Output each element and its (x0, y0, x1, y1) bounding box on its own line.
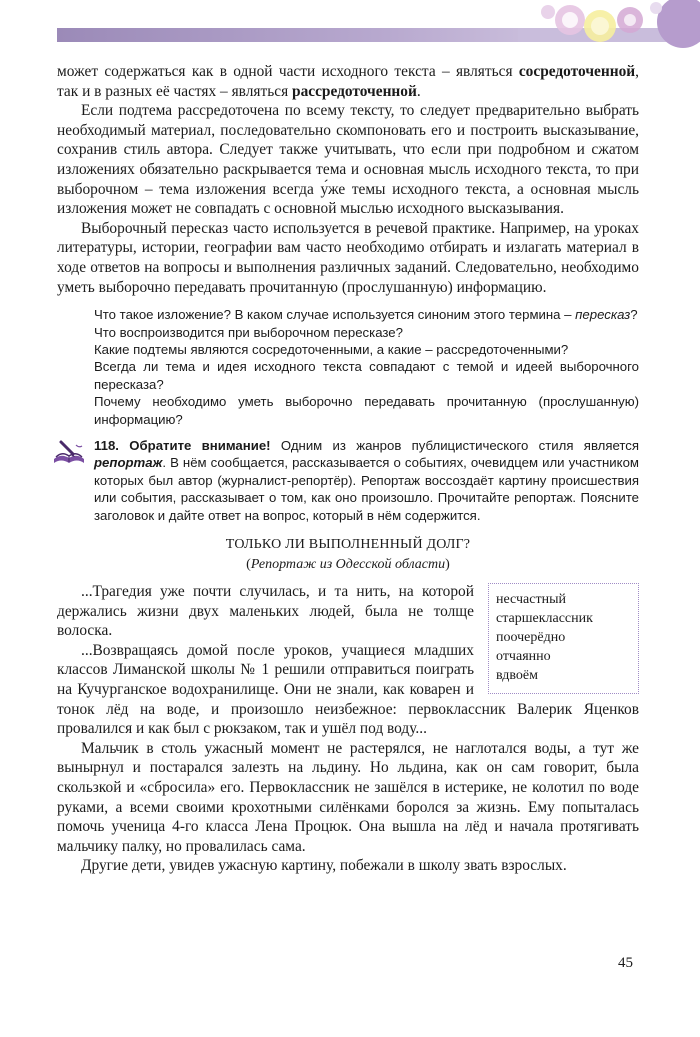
vocab-word: вдвоём (496, 668, 538, 683)
intro-paragraph-2: Если подтема рассредоточена по всему тексту, то следует предварительно выбрать необходимый материал, последовательно скомпоновать его и построить высказывание, сохранив стиль автора. Следует также учитывать, что если при подробном и сжатом изложениях обязательно раскрывается тема и основная мысль исходного текста, то при выборочном – тема изложения всегда у́же темы исходного текста, а основная мысль изложения может не совпадать с основной мыслью исходного высказывания. (57, 102, 639, 218)
report-paragraph-1: ...Трагедия уже почти случилась, и та нить, на которой держались жизни двух маленьких людей, была не толще волоска. (57, 583, 474, 640)
question-5: Почему необходимо уметь выборочно передавать прочитанную (прослушанную) информацию? (94, 394, 639, 427)
report-paragraph-4: Другие дети, увидев ужасную картину, побежали в школу звать взрослых. (81, 857, 567, 875)
question-4: Всегда ли тема и идея исходного текста совпадают с темой и идеей выборочного пересказа? (94, 359, 639, 392)
report-paragraph-3: Мальчик в столь ужасный момент не растерялся, не наглотался воды, а тут же вынырнул и постарался залезть на льдину. Но льдина, как он сам говорит, была скользкой и «сбросила» его. Первоклассник не зашёлся в истерике, не колотил по воде руками, а всеми своими крохотными силёнками боролся за жизнь. Ему попыталась помочь ученица 4-го класса Лена Процюк. Она вышла на лёд и начала протягивать мальчику палку, но провалилась сама. (57, 739, 639, 855)
question-1: Что такое изложение? В каком случае используется синоним этого термина – пересказ? (94, 307, 638, 323)
decorative-circles (518, 0, 700, 60)
vocab-word: отчаянно (496, 649, 551, 664)
report-body (57, 582, 639, 876)
vocabulary-box (488, 583, 639, 694)
question-3: Какие подтемы являются сосредоточенными, а какие – рассредоточенными? (94, 341, 569, 357)
vocab-word: несчастный (496, 592, 566, 607)
exercise-118: 118. Обратите внимание! Одним из жанров публицистического стиля является репортаж. В нём сообщается, рассказывается о событиях, очевидцем или участником которых был автор (журналист-репортёр). Репортаж воссоздаёт картину происшествия или события, рассказывает о том, как оно произошло. Прочитайте репортаж. Поясните заголовок и дайте ответ на вопрос, который в нём содержится. (57, 437, 639, 524)
report-paragraph-2: ...Возвращаясь домой после уроков, учащиеся младших классов Лиманской школы № 1 решили отправиться поиграть на Кучурганское водохранилище. Они не знали, как коварен и тонок лёд на воде, и произошло неизбежное: первоклассник Валерик Яценков провалился и как был с рюкзаком, так и ушёл под воду... (57, 641, 639, 738)
intro-paragraph-3: Выборочный пересказ часто используется в речевой практике. Например, на уроках литературы, истории, географии вам часто необходимо отбирать и излагать материал в ходе ответов на вопросы и выполнения различных заданий. Следовательно, необходимо уметь выборочно передавать прочитанную (прослушанную) информацию. (57, 219, 639, 296)
book-pen-icon (51, 439, 87, 465)
exercise-term: репортаж (94, 455, 163, 471)
page-number: 45 (618, 955, 633, 971)
page-content (57, 62, 639, 876)
vocab-word: старшеклассник (496, 611, 593, 626)
question-2: Что воспроизводится при выборочном пересказе? (94, 324, 403, 340)
intro-paragraph-1: может содержаться как в одной части исходного текста – являться сосредоточенной, так и в разных её частях – являться рассредоточенной. (57, 63, 639, 100)
exercise-number: 118. Обратите внимание! (94, 437, 271, 453)
review-questions (94, 306, 639, 428)
report-title: ТОЛЬКО ЛИ ВЫПОЛНЕННЫЙ ДОЛГ? (225, 537, 471, 552)
vocab-word: поочерёдно (496, 630, 566, 645)
report-subtitle: (Репортаж из Одесской области) (246, 557, 450, 572)
